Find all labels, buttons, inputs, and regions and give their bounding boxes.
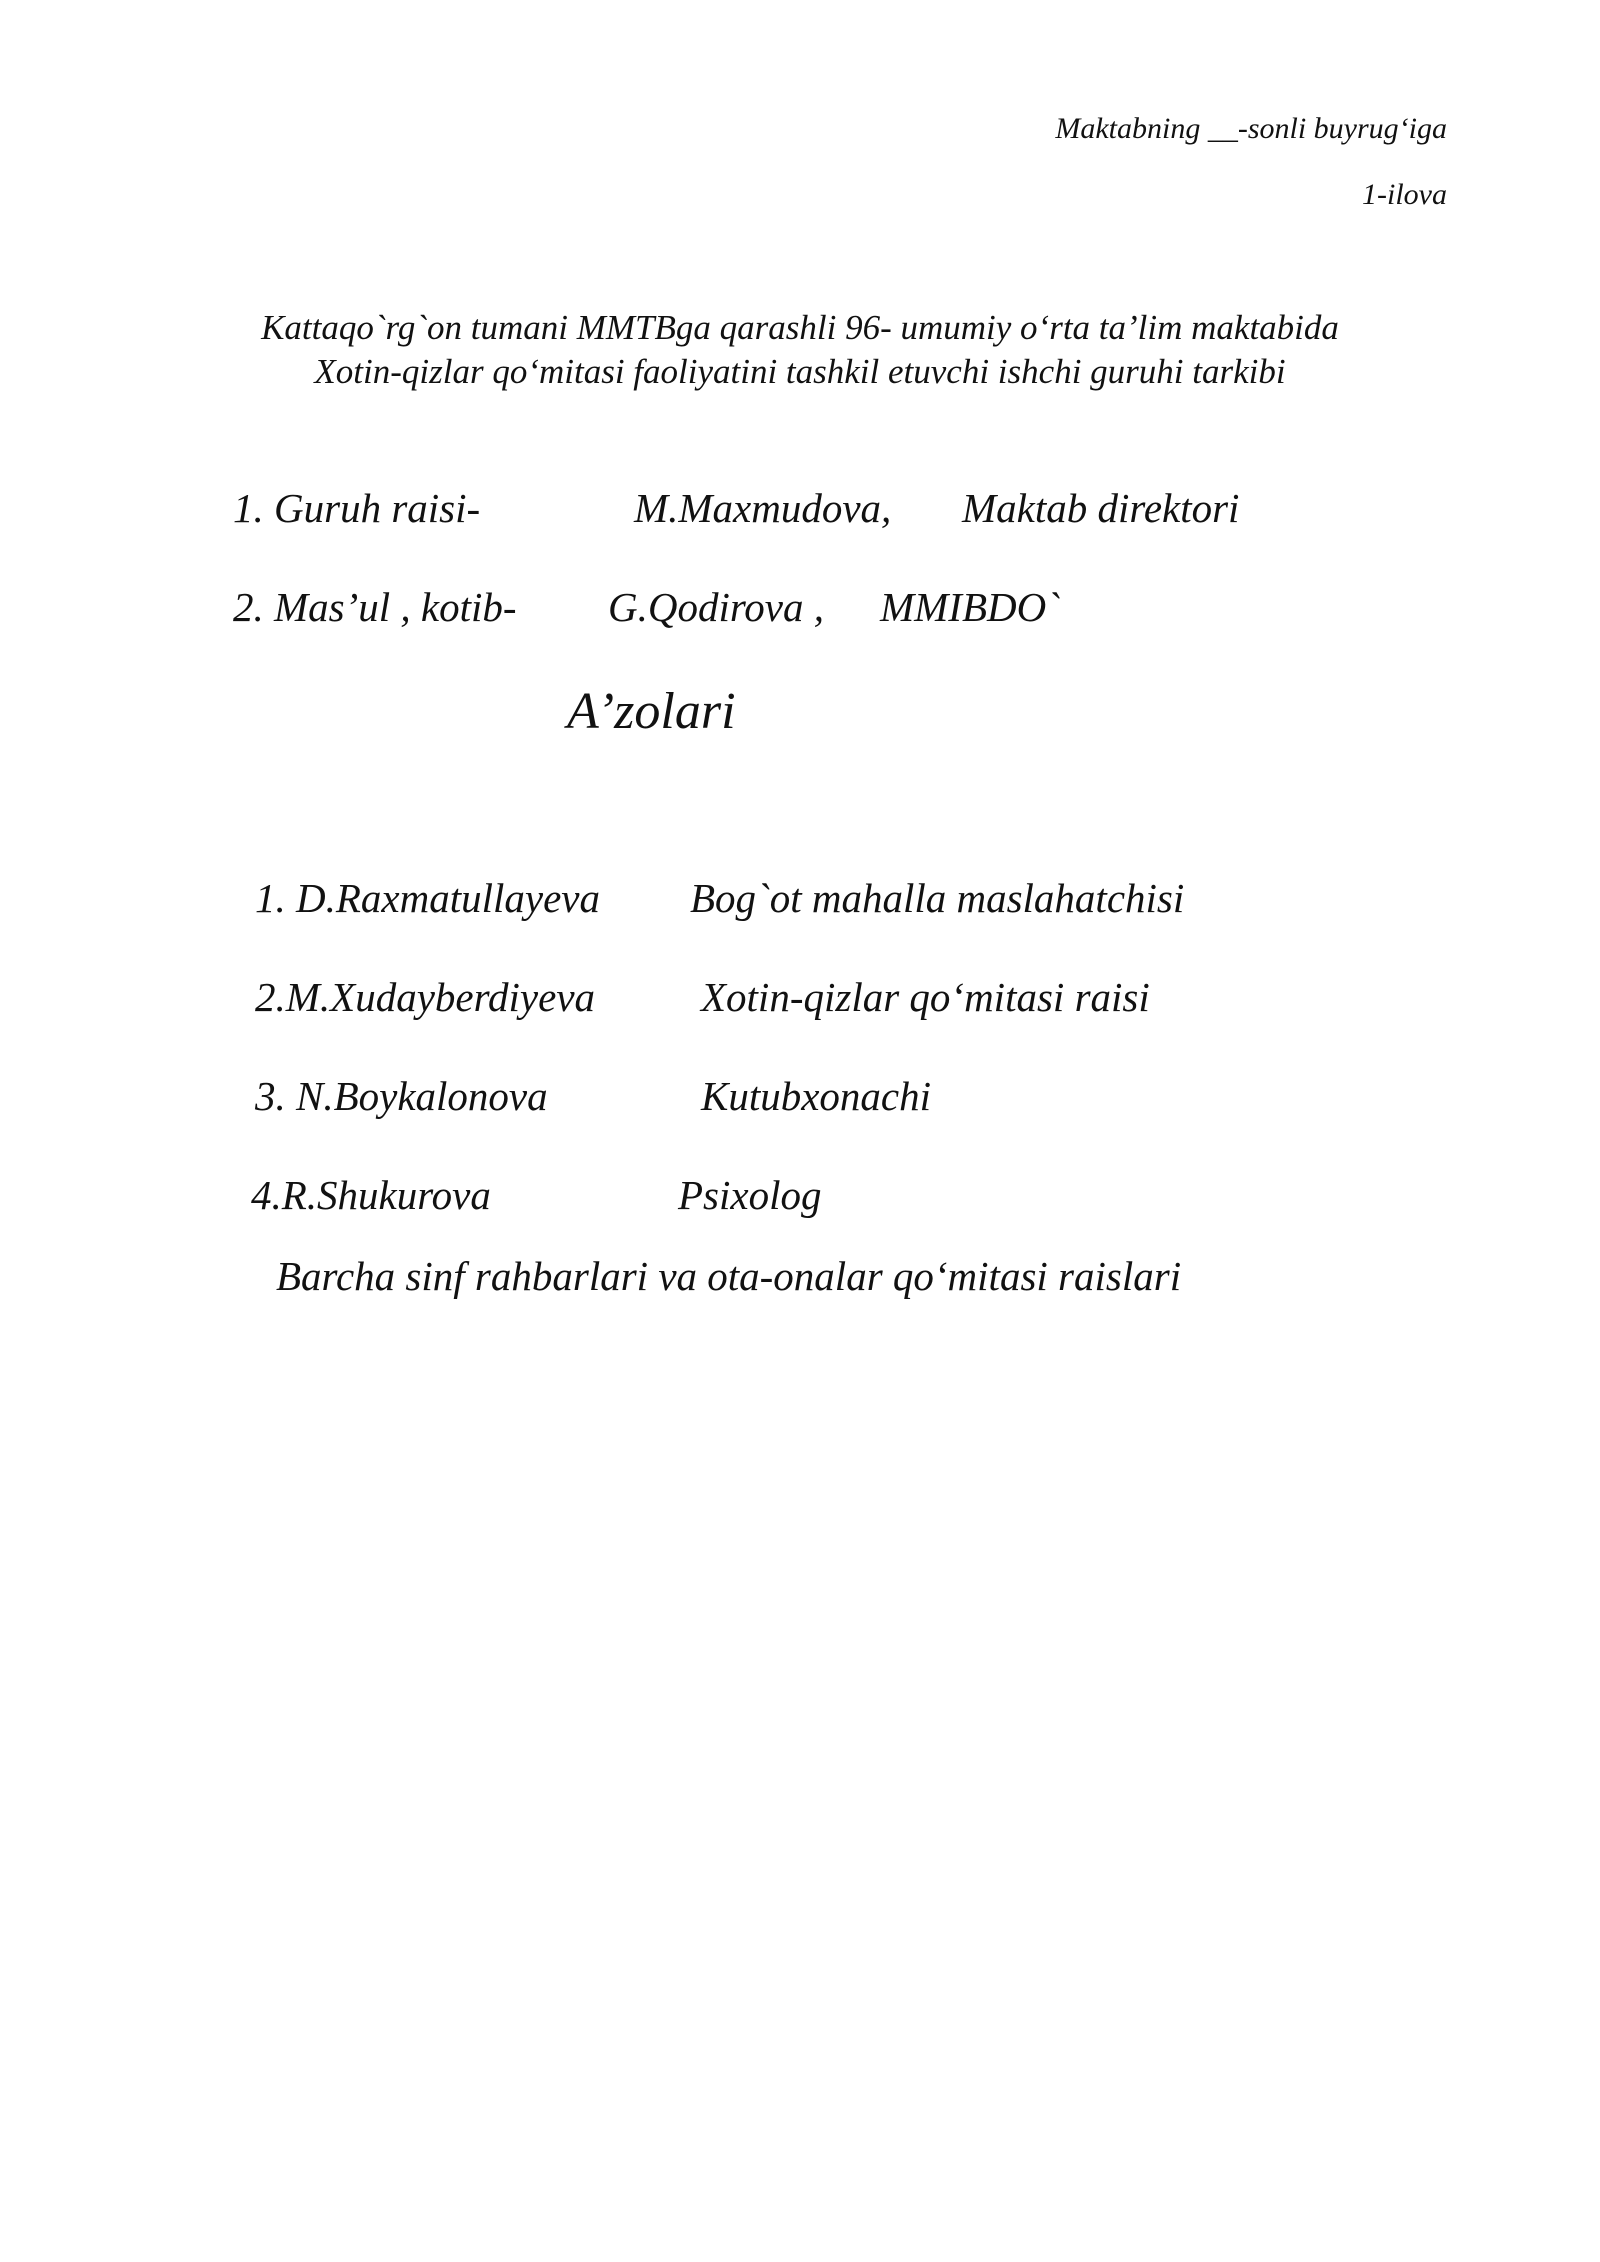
- member-name-1: 1. D.Raxmatullayeva: [255, 875, 600, 921]
- member-position-1: Bog`ot mahalla maslahatchisi: [690, 875, 1185, 921]
- member-name-2: 2.M.Xudayberdiyeva: [255, 974, 596, 1020]
- leadership-name-1: M.Maxmudova,: [634, 485, 892, 531]
- leadership-name-2: G.Qodirova ,: [608, 584, 824, 630]
- appendix-label: 1-ilova: [1362, 178, 1447, 211]
- member-name-3: 3. N.Boykalonova: [255, 1073, 548, 1119]
- member-position-4: Psixolog: [678, 1172, 822, 1218]
- footer-note: Barcha sinf rahbarlari va ota-onalar qo‘mitasi raislari: [276, 1253, 1182, 1299]
- member-position-2: Xotin-qizlar qo‘mitasi raisi: [701, 974, 1150, 1020]
- member-position-3: Kutubxonachi: [701, 1073, 932, 1119]
- leadership-role-1: 1. Guruh raisi-: [233, 485, 481, 531]
- leadership-position-1: Maktab direktori: [962, 485, 1240, 531]
- title-line-2: Xotin-qizlar qo‘mitasi faoliyatini tashkil etuvchi ishchi guruhi tarkibi: [314, 352, 1286, 391]
- leadership-position-2: MMIBDO`: [880, 584, 1060, 630]
- leadership-role-2: 2. Mas’ul , kotib-: [233, 584, 517, 630]
- title-line-1: Kattaqo`rg`on tumani MMTBga qarashli 96- umumiy o‘rta ta’lim maktabida: [261, 308, 1339, 347]
- members-heading: A’zolari: [567, 683, 736, 740]
- document-title: [0, 306, 1600, 394]
- order-reference: Maktabning __-sonli buyrug‘iga: [1055, 112, 1447, 145]
- member-name-4: 4.R.Shukurova: [251, 1172, 491, 1218]
